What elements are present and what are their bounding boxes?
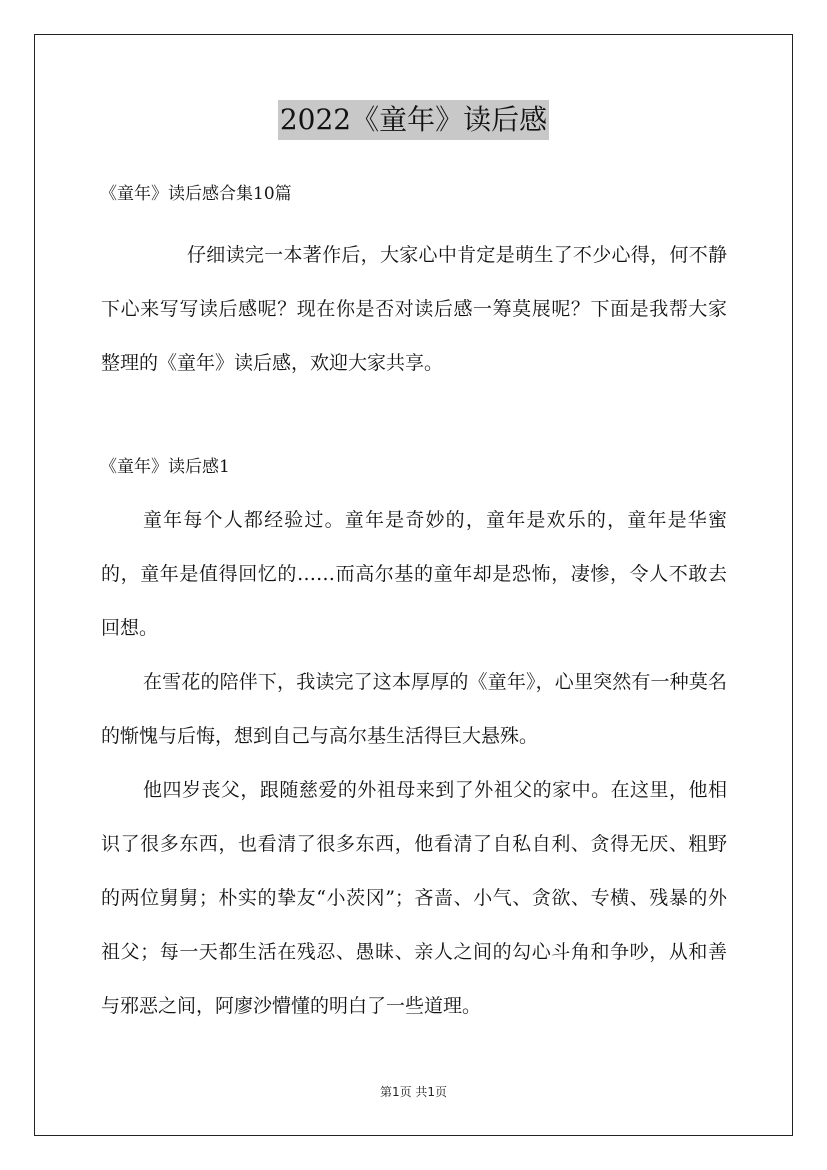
title-container [0, 100, 827, 140]
intro-paragraph: 仔细读完一本著作后，大家心中肯定是萌生了不少心得，何不静下心来写写读后感呢？现在你是否对读后感一筹莫展呢？下面是我帮大家整理的《童年》读后感，欢迎大家共享。 [101, 244, 727, 374]
section-heading: 《童年》读后感1 [100, 457, 230, 477]
document-title: 2022《童年》读后感 [278, 100, 549, 140]
page-footer: 第1页 共1页 [379, 1085, 448, 1099]
document-subtitle: 《童年》读后感合集10篇 [100, 184, 292, 204]
body-paragraph-1: 童年每个人都经验过。童年是奇妙的，童年是欢乐的，童年是华蜜的，童年是值得回忆的……而高尔基的童年却是恐怖，凄惨，令人不敢去回想。 [101, 509, 727, 639]
body-paragraph-3: 他四岁丧父，跟随慈爱的外祖母来到了外祖父的家中。在这里，他相识了很多东西，也看清了很多东西，他看清了自私自利、贪得无厌、粗野的两位舅舅；朴实的挚友“小茨冈”；吝啬、小气、贪欲、专横、残暴的外祖父；每一天都生活在残忍、愚昧、亲人之间的勾心斗角和争吵，从和善与邪恶之间，阿廖沙懵懂的明白了一些道理。 [101, 779, 727, 1017]
body-paragraph-2: 在雪花的陪伴下，我读完了这本厚厚的《童年》，心里突然有一种莫名的惭愧与后悔，想到自己与高尔基生活得巨大悬殊。 [101, 671, 727, 747]
